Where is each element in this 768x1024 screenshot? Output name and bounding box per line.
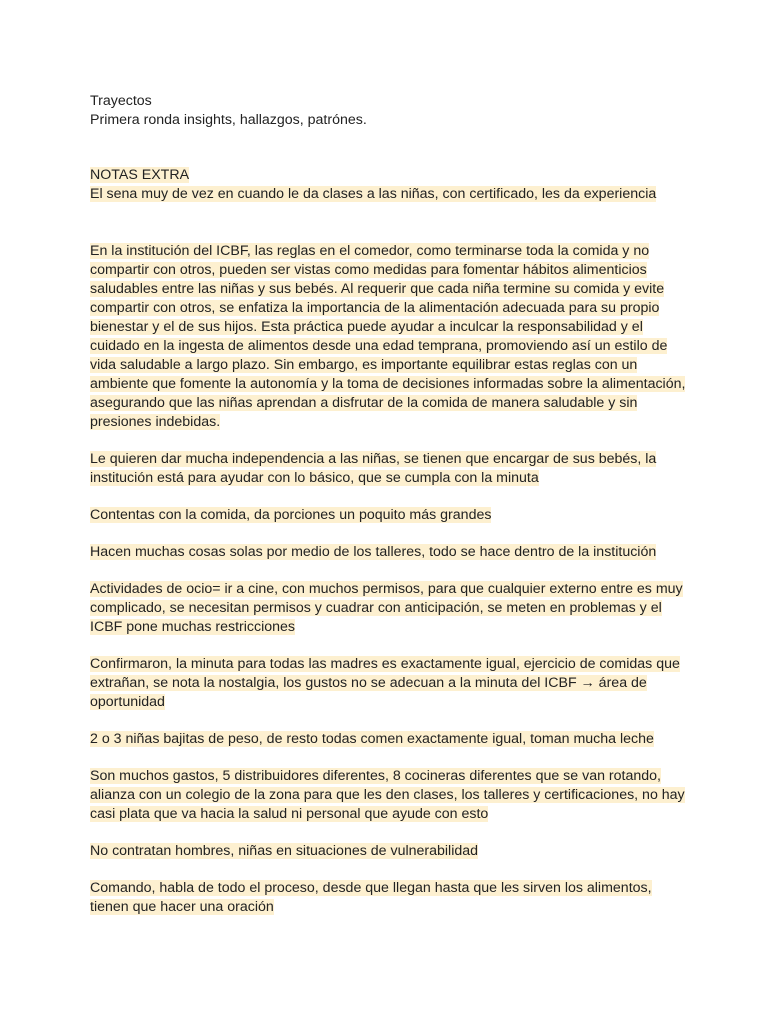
paragraph-line (90, 730, 690, 749)
paragraph (90, 543, 690, 562)
paragraph-line (90, 655, 690, 674)
doc-subtitle: Primera ronda insights, hallazgos, patrónes. (90, 112, 367, 128)
document-page (90, 92, 690, 917)
highlighted-text: Le quieren dar mucha independencia a las niñas, se tienen que encargar de sus bebés, la (90, 451, 657, 467)
paragraph-line (90, 242, 690, 261)
highlighted-text: ambiente que fomente la autonomía y la toma de decisiones informadas sobre la alimentación, (90, 376, 686, 392)
highlighted-text: En la institución del ICBF, las reglas en el comedor, como terminarse toda la comida y no (90, 243, 650, 259)
paragraph-line (90, 356, 690, 375)
paragraph-line (90, 413, 690, 432)
paragraph-line (90, 842, 690, 861)
paragraph-line (90, 786, 690, 805)
notes-heading: NOTAS EXTRA (90, 167, 190, 183)
spacer (90, 637, 690, 655)
highlighted-text: vida saludable a largo plazo. Sin embargo, es importante equilibrar estas reglas con un (90, 357, 638, 373)
highlighted-text: presiones indebidas. (90, 414, 221, 430)
paragraph (90, 655, 690, 712)
notes-line: El sena muy de vez en cuando le da clases a las niñas, con certificado, les da experiencia (90, 186, 657, 202)
highlighted-text: No contratan hombres, niñas en situaciones de vulnerabilidad (90, 843, 479, 859)
paragraph-line (90, 580, 690, 599)
highlighted-text: bienestar y el de sus hijos. Esta práctica puede ayudar a inculcar la responsabilidad y el (90, 319, 643, 335)
paragraph (90, 842, 690, 861)
highlighted-text: Confirmaron, la minuta para todas las madres es exactamente igual, ejercicio de comidas que (90, 656, 680, 672)
paragraph (90, 450, 690, 488)
highlighted-text: tienen que hacer una oración (90, 899, 274, 915)
highlighted-text: institución está para ayudar con lo básico, que se cumpla con la minuta (90, 470, 539, 486)
paragraph-line (90, 375, 690, 394)
highlighted-text: asegurando que las niñas aprendan a disfrutar de la comida de manera saludable y sin (90, 395, 638, 411)
highlighted-text: oportunidad (90, 694, 165, 710)
paragraph-line (90, 693, 690, 712)
paragraph-line (90, 450, 690, 469)
highlighted-text: Comando, habla de todo el proceso, desde que llegan hasta que les sirven los alimentos, (90, 880, 652, 896)
paragraph-line (90, 767, 690, 786)
paragraph (90, 730, 690, 749)
spacer (90, 712, 690, 730)
paragraph (90, 767, 690, 824)
paragraph-line (90, 299, 690, 318)
spacer (90, 562, 690, 580)
paragraph-line (90, 318, 690, 337)
highlighted-text: Hacen muchas cosas solas por medio de los talleres, todo se hace dentro de la institución (90, 544, 657, 560)
paragraph-line (90, 879, 690, 898)
paragraph-line (90, 805, 690, 824)
highlighted-text: 2 o 3 niñas bajitas de peso, de resto todas comen exactamente igual, toman mucha leche (90, 731, 654, 747)
paragraph (90, 580, 690, 637)
highlighted-text: compartir con otros, pueden ser vistas como medidas para fomentar hábitos alimenticios (90, 262, 647, 278)
paragraph-line (90, 506, 690, 525)
highlighted-text: casi plata que va hacia la salud ni personal que ayude con esto (90, 806, 489, 822)
paragraph (90, 242, 690, 432)
spacer (90, 525, 690, 543)
spacer (90, 749, 690, 767)
doc-title: Trayectos (90, 93, 152, 109)
paragraph-line (90, 618, 690, 637)
highlighted-text: compartir con otros, se enfatiza la importancia de la alimentación adecuada para su propio (90, 300, 660, 316)
highlighted-text: extrañan, se nota la nostalgia, los gustos no se adecuan a la minuta del ICBF → área de (90, 675, 647, 691)
paragraph-line (90, 674, 690, 693)
paragraph-line (90, 337, 690, 356)
paragraph (90, 506, 690, 525)
paragraph-line (90, 394, 690, 413)
highlighted-text: Son muchos gastos, 5 distribuidores diferentes, 8 cocineras diferentes que se van rotando, (90, 768, 661, 784)
paragraph-line (90, 469, 690, 488)
spacer (90, 432, 690, 450)
highlighted-text: Actividades de ocio= ir a cine, con muchos permisos, para que cualquier externo entre es muy (90, 581, 683, 597)
highlighted-text: alianza con un colegio de la zona para que les den clases, los talleres y certificaciones, no hay (90, 787, 685, 803)
paragraph-list (90, 242, 690, 917)
paragraph-line (90, 599, 690, 618)
spacer (90, 861, 690, 879)
highlighted-text: complicado, se necesitan permisos y cuadrar con anticipación, se meten en problemas y el (90, 600, 662, 616)
paragraph-line (90, 543, 690, 562)
spacer (90, 824, 690, 842)
highlighted-text: cuidado en la ingesta de alimentos desde una edad temprana, promoviendo así un estilo de (90, 338, 668, 354)
spacer (90, 488, 690, 506)
highlighted-text: ICBF pone muchas restricciones (90, 619, 296, 635)
spacer (90, 130, 690, 166)
paragraph-line (90, 261, 690, 280)
highlighted-text: saludables entre las niñas y sus bebés. Al requerir que cada niña termine su comida y evite (90, 281, 665, 297)
paragraph (90, 879, 690, 917)
spacer (90, 204, 690, 242)
paragraph-line (90, 898, 690, 917)
highlighted-text: Contentas con la comida, da porciones un poquito más grandes (90, 507, 492, 523)
paragraph-line (90, 280, 690, 299)
